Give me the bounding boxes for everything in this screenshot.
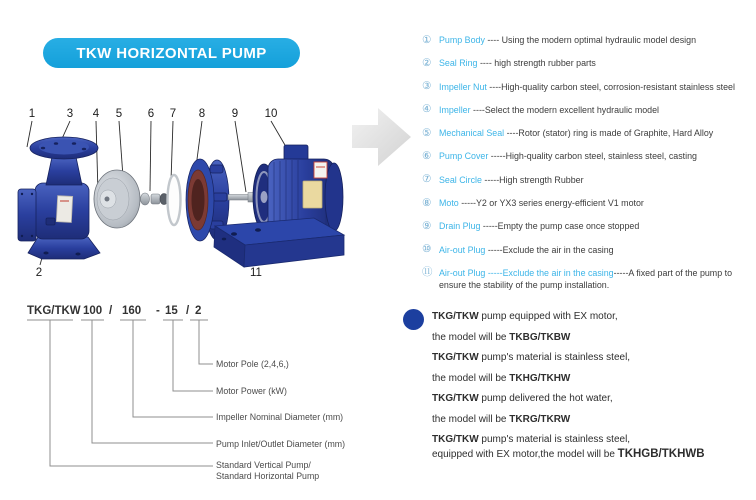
part-name: Seal Circle [439, 174, 482, 185]
part-description: ----Rotor (stator) ring is made of Graphite, Hard Alloy [504, 128, 714, 139]
circled-number-icon: ⑧ [422, 196, 432, 209]
model-code-breakdown [20, 296, 365, 496]
pump-body-label [56, 196, 72, 223]
title-banner [43, 38, 300, 68]
note-line-2: the model will be TKBG/TKBW [432, 331, 571, 343]
callout-4: 4 [92, 108, 100, 120]
label-impeller-diameter: Impeller Nominal Diameter (mm) [216, 412, 344, 422]
part-name: Impeller [439, 104, 471, 115]
part-name: Pump Cover [439, 151, 489, 162]
part-item-2 [422, 57, 756, 69]
label-inlet-outlet-diameter: Pump Inlet/Outlet Diameter (mm) [216, 439, 346, 449]
part-description: -----Exclude the air in the casing [485, 244, 614, 255]
note-line-3: TKG/TKW pump's material is stainless steel, [432, 352, 631, 363]
pump-body-illustration [18, 137, 100, 259]
part-item-11 [422, 267, 756, 291]
label-motor-pole: Motor Pole (2,4,6,) [216, 359, 289, 369]
part-item-9 [422, 220, 756, 232]
part-name: Air-out Plug [439, 244, 486, 255]
model-code-text [27, 305, 201, 317]
circled-number-icon: ⑥ [422, 149, 432, 162]
circled-number-icon: ① [422, 33, 432, 46]
model-code-slash2: / [186, 305, 190, 317]
circled-number-icon: ④ [422, 103, 432, 116]
circled-number-icon: ③ [422, 80, 432, 93]
note-line-4: the model will be TKHG/TKHW [432, 372, 571, 384]
model-code-prefix: TKG/TKW [27, 305, 81, 317]
circled-number-icon: ⑪ [422, 266, 433, 279]
part-name: Drain Plug [439, 221, 481, 232]
model-code-labels [216, 359, 345, 481]
callout-11: 11 [250, 267, 262, 279]
drain-plug [46, 218, 55, 225]
part-name: Pump Body [439, 35, 485, 45]
note-line-7: TKG/TKW pump's material is stainless steel, [432, 434, 631, 445]
circled-number-icon: ⑤ [422, 126, 432, 139]
mechanical-seal-illustration [141, 193, 169, 205]
part-item-4 [422, 104, 756, 116]
model-variant-notes [400, 302, 750, 470]
part-item-3 [422, 81, 756, 93]
note-line-5: TKG/TKW pump delivered the hot water, [432, 393, 613, 404]
seal-circle-illustration [168, 175, 181, 225]
callout-9: 9 [231, 108, 239, 120]
label-motor-power: Motor Power (kW) [216, 386, 287, 396]
callout-10: 10 [264, 108, 278, 120]
part-item-7 [422, 174, 756, 186]
pump-exploded-diagram [12, 95, 420, 285]
part-description: -----Empty the pump case once stopped [480, 221, 640, 232]
label-standard-vertical: Standard Vertical Pump/ [216, 460, 311, 470]
part-name: Air-out Plug [439, 267, 486, 278]
callout-6: 6 [147, 108, 155, 120]
part-description: ----High-quality carbon steel, corrosion-resistant stainless steel [486, 81, 735, 92]
part-item-8 [422, 197, 756, 209]
model-code-slash1: / [109, 305, 113, 317]
label-standard-horizontal: Standard Horizontal Pump [216, 471, 320, 481]
model-code-impeller: 160 [122, 305, 142, 317]
bullet-circle-icon [403, 309, 424, 330]
model-code-dash: - [156, 305, 160, 317]
circled-number-icon: ⑩ [422, 243, 432, 256]
circled-number-icon: ⑦ [422, 173, 432, 186]
circled-number-icon: ② [422, 56, 432, 69]
part-description: ---- high strength rubber parts [477, 58, 596, 69]
part-item-10 [422, 244, 756, 256]
model-code-lines [27, 320, 213, 466]
impeller-illustration [94, 170, 140, 228]
part-item-5 [422, 127, 756, 139]
part-description: -----A fixed part of the pump to ensure the stability of the pump installation. [439, 267, 733, 290]
parts-list [422, 34, 756, 302]
callout-5: 5 [115, 108, 123, 120]
note-line-6: the model will be TKRG/TKRW [432, 413, 571, 425]
callout-1: 1 [28, 108, 36, 120]
note-line-1: TKG/TKW pump equipped with EX motor, [432, 311, 618, 322]
callout-3: 3 [66, 108, 74, 120]
part-description: ---- Using the modern optimal hydraulic model design [484, 35, 697, 45]
part-description-highlight: -----Exclude the air in the casing [485, 267, 614, 278]
part-description: -----High strength Rubber [481, 174, 584, 185]
direction-arrow-icon [352, 108, 411, 166]
part-name: Mechanical Seal [439, 128, 505, 139]
page-title: TKW HORIZONTAL PUMP [76, 44, 267, 62]
part-name: Impeller Nut [439, 81, 487, 92]
part-item-6 [422, 150, 756, 162]
model-code-power: 15 [165, 305, 178, 317]
part-description: ----Select the modern excellent hydraulic model [470, 104, 660, 115]
motor-sticker [314, 162, 327, 178]
callout-7: 7 [169, 108, 177, 120]
part-item-1 [422, 34, 756, 46]
part-name: Moto [439, 198, 459, 209]
part-description: -----Y2 or YX3 series energy-efficient V1 motor [458, 198, 644, 209]
motor-nameplate [303, 181, 322, 208]
motor-base-illustration [214, 218, 344, 267]
circled-number-icon: ⑨ [422, 219, 432, 232]
model-code-inlet: 100 [83, 305, 103, 317]
callout-2: 2 [35, 267, 43, 279]
part-description: -----High-quality carbon steel, stainless steel, casting [488, 151, 697, 162]
note-line-8: equipped with EX motor,the model will be TKHGB/TKHWB [432, 448, 705, 460]
part-name: Seal Ring [439, 58, 478, 69]
callout-8: 8 [198, 108, 206, 120]
model-code-pole: 2 [195, 305, 202, 317]
